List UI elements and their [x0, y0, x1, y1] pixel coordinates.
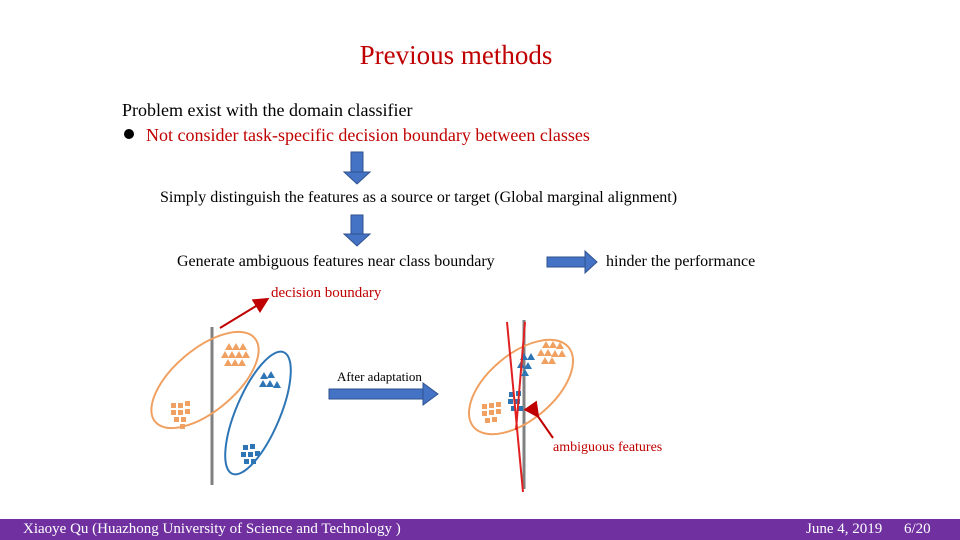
global-alignment-text: Simply distinguish the features as a source or target (Global marginal alignment): [160, 189, 678, 206]
bullet-text: Not consider task-specific decision boundary between classes: [146, 125, 590, 145]
source-squares-after: [482, 402, 501, 423]
ambiguous-features-label: ambiguous features: [553, 440, 663, 455]
footer-bar: [0, 519, 960, 540]
bullet-icon: [124, 129, 134, 139]
plot-after-adaptation: [452, 320, 589, 492]
ambiguous-generation-text: Generate ambiguous features near class boundary: [177, 253, 495, 270]
slide-title: Previous methods: [359, 40, 553, 70]
decision-boundary-label: decision boundary: [271, 285, 382, 301]
target-triangles-after: [517, 353, 535, 376]
target-squares: [241, 444, 260, 464]
footer-author: Xiaoye Qu (Huazhong University of Science and Technology ): [23, 521, 401, 537]
hinder-performance-text: hinder the performance: [606, 253, 756, 270]
source-triangles: [221, 343, 250, 366]
decision-boundary-pointer: [220, 300, 266, 328]
target-triangles: [259, 371, 281, 388]
source-triangles-after: [537, 341, 566, 364]
down-arrow-1: [344, 152, 370, 184]
plot-before-adaptation: [135, 300, 304, 485]
problem-statement: Problem exist with the domain classifier: [122, 100, 413, 120]
footer-date: June 4, 2019: [806, 521, 883, 537]
footer-page-number: 6/20: [904, 521, 931, 537]
bullet-item: [124, 125, 590, 146]
down-arrow-2: [344, 215, 370, 246]
right-arrow-hinder: [547, 251, 597, 273]
ambiguous-features-pointer: [537, 415, 553, 438]
after-adaptation-arrow: [329, 383, 438, 405]
after-adaptation-label: After adaptation: [337, 369, 422, 384]
